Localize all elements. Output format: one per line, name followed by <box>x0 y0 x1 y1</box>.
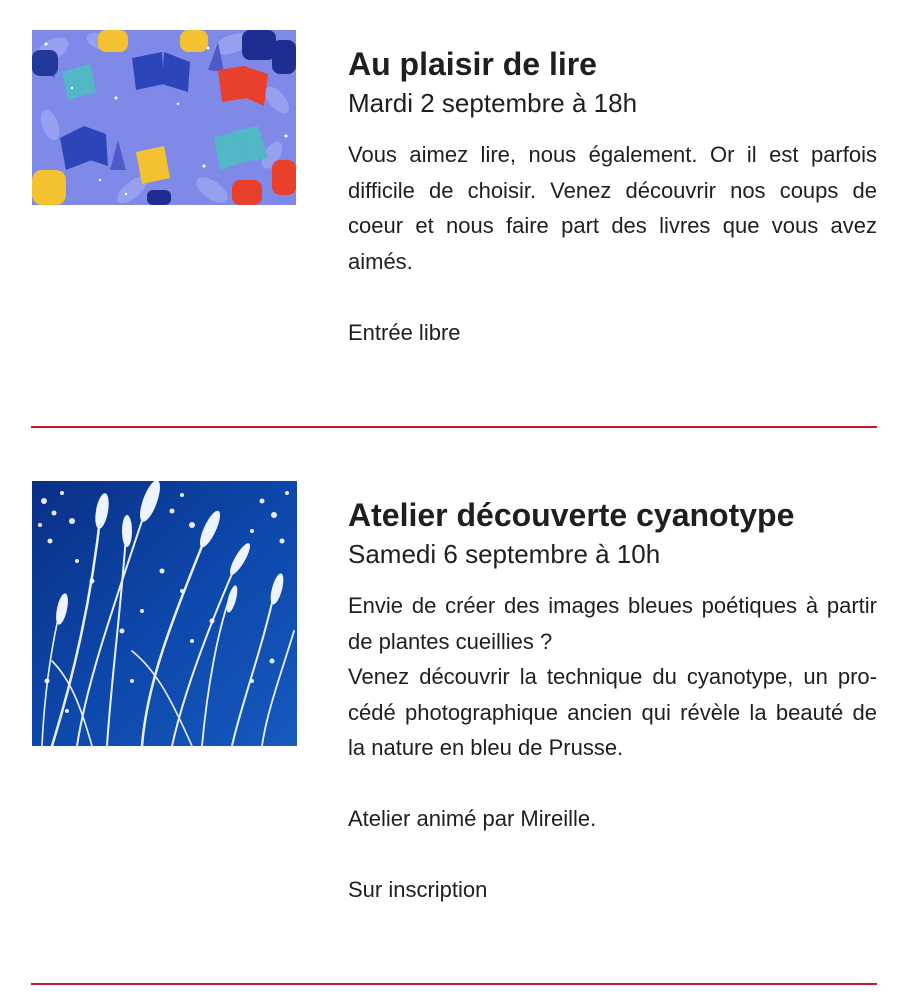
event-content <box>348 44 877 350</box>
event-title[interactable]: Atelier découverte cyanotype <box>348 497 795 533</box>
event-description-continued: Venez découvrir la technique du cyanotype, un pro-cédé photographique ancien qui révèle la beauté de la nature en bleu de Prusse. <box>348 664 877 760</box>
section-divider <box>31 426 877 428</box>
event-admission: Entrée libre <box>348 319 461 345</box>
event-description: Vous aimez lire, nous également. Or il est parfois difficile de choisir. Venez découvrir nos coups de coeur et nous faire part des livres que vous avez aimés. <box>348 142 877 274</box>
event-registration: Sur inscription <box>348 877 488 902</box>
event-description: Envie de créer des images bleues poétiques à partir de plantes cueillies ? <box>348 593 877 654</box>
cyanotype-grasses-photo <box>32 481 297 746</box>
event-image-reading[interactable] <box>32 30 296 205</box>
event-content <box>348 495 877 908</box>
event-host: Atelier animé par Mireille. <box>348 806 597 831</box>
event-date: Mardi 2 septembre à 18h <box>348 88 638 118</box>
event-date: Samedi 6 septembre à 10h <box>348 539 661 569</box>
reading-books-illustration <box>32 30 296 205</box>
event-title[interactable]: Au plaisir de lire <box>348 46 597 82</box>
section-divider <box>31 983 877 985</box>
event-image-cyanotype[interactable] <box>32 481 297 746</box>
